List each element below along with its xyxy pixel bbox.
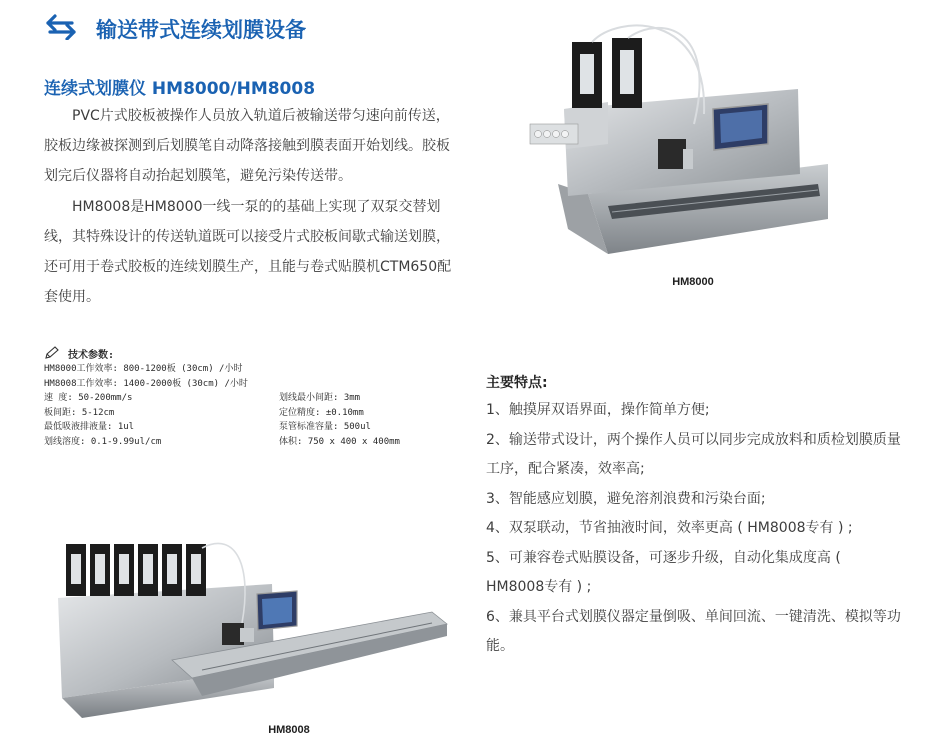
hm8008-caption: HM8008 — [268, 724, 310, 736]
spec-line: HM8008工作效率: 1400-2000板 (30cm) /小时 — [44, 378, 248, 389]
description-paragraph: PVC片式胶板被操作人员放入轨道后被输送带匀速向前传送，胶板边缘被探测到后划膜笔自动降落接触到膜表面开始划线。胶板划完后仪器将自动抬起划膜笔，避免污染传送带。 — [44, 108, 450, 184]
description-paragraph: HM8008是HM8000一线一泵的的基础上实现了双泵交替划线，其特殊设计的传送轨道既可以接受片式胶板间歇式输送划膜，还可用于卷式胶板的连续划膜生产，且能与卷式贴膜机CTM650配套使用。 — [44, 199, 452, 305]
spec-right: 划线最小间距: 3mm — [279, 393, 361, 403]
product-title: 连续式划膜仪 HM8000/HM8008 — [44, 79, 316, 99]
specs-heading — [44, 344, 444, 362]
feature-item: 6、兼具平台式划膜仪器定量倒吸、单间回流、一键清洗、模拟等功能。 — [486, 608, 901, 654]
spec-row — [44, 406, 444, 421]
pencil-icon — [44, 346, 60, 360]
spec-left: 最低吸液排液量: 1ul — [44, 422, 135, 432]
spec-row — [44, 391, 444, 406]
hm8008-photo — [52, 528, 457, 720]
features-title: 主要特点: — [486, 375, 548, 391]
feature-item: 2、输送带式设计，两个操作人员可以同步完成放料和质检划膜质量工序，配合紧凑，效率高; — [486, 431, 901, 477]
feature-item: 3、智能感应划膜，避免溶剂浪费和污染台面; — [486, 490, 766, 507]
spec-row — [44, 420, 444, 435]
spec-left: 速 度: 50-200mm/s — [44, 393, 133, 403]
hm8000-caption: HM8000 — [672, 276, 714, 288]
features-list — [486, 396, 901, 662]
spec-right: 泵管标准容量: 500ul — [279, 422, 371, 432]
spec-left: 板间距: 5-12cm — [44, 407, 115, 418]
feature-item: 4、双泵联动，节省抽液时间，效率更高 ( HM8008专有 ) ; — [486, 520, 853, 536]
feature-item: 5、可兼容卷式贴膜设备，可逐步升级，自动化集成度高 ( HM8008专有 ) ; — [486, 549, 841, 595]
spec-right: 定位精度: ±0.10mm — [279, 407, 364, 418]
feature-item: 1、触摸屏双语界面，操作简单方便; — [486, 402, 710, 418]
hm8000-photo — [528, 14, 848, 264]
swap-arrows-icon — [44, 14, 78, 40]
spec-left: 划线溶度: 0.1-9.99ul/cm — [44, 436, 162, 447]
page-title: 输送带式连续划膜设备 — [96, 18, 306, 42]
specs-block — [44, 344, 444, 449]
spec-row — [44, 435, 444, 450]
specs-heading-label: 技术参数: — [68, 349, 115, 361]
spec-right: 体积: 750 x 400 x 400mm — [279, 436, 400, 447]
spec-line: HM8000工作效率: 800-1200板 (30cm) /小时 — [44, 364, 243, 374]
